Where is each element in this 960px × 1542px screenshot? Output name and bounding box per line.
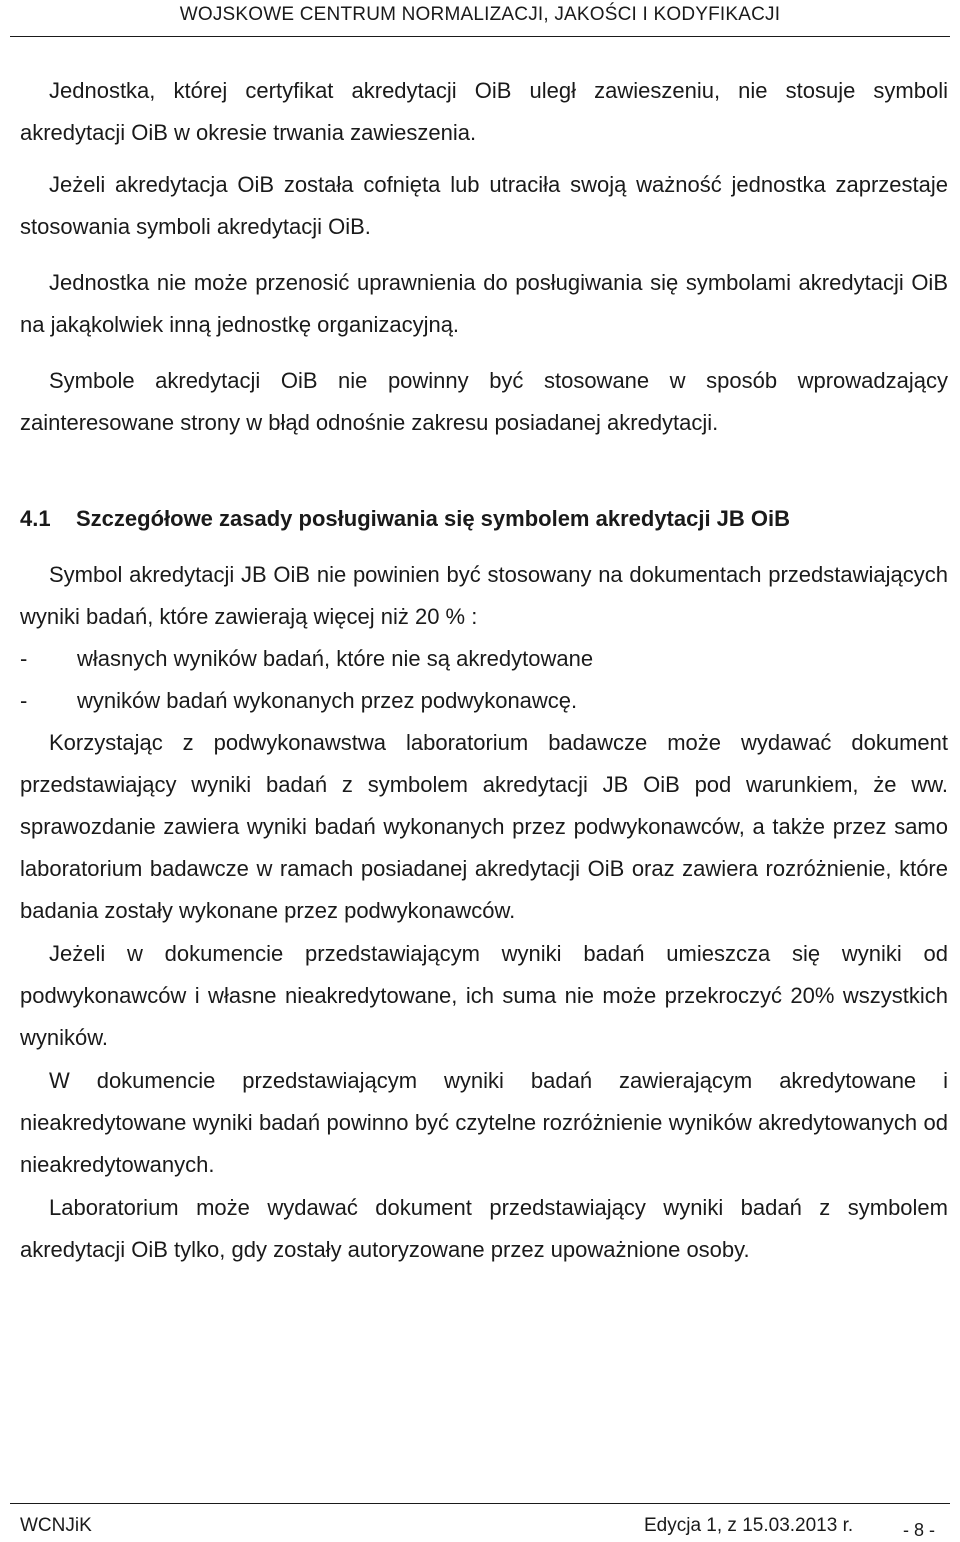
paragraph-suspension: Jednostka, której certyfikat akredytacji OiB uległ zawieszeniu, nie stosuje symboli akredytacji OiB w okresie trwania zawieszenia. [20,78,948,145]
bullet-text: wyników badań wykonanych przez podwykonawcę. [77,688,578,713]
bullet-text: własnych wyników badań, które nie są akredytowane [77,646,594,671]
list-item [20,680,948,722]
section-heading [20,498,948,540]
bullet-marker: - [20,688,28,713]
paragraph-symbol-rule: Symbol akredytacji JB OiB nie powinien być stosowany na dokumentach przedstawiających wyniki badań, które zawierają więcej niż 20 % : [20,562,948,629]
section-title: Szczegółowe zasady posługiwania się symbolem akredytacji JB OiB [76,506,791,531]
paragraph-transfer: Jednostka nie może przenosić uprawnienia do posługiwania się symbolami akredytacji OiB na jakąkolwiek inną jednostkę organizacyjną. [20,270,948,337]
paragraph-withdrawal: Jeżeli akredytacja OiB została cofnięta lub utraciła swoją ważność jednostka zaprzestaje stosowania symboli akredytacji OiB. [20,172,948,239]
bullet-marker: - [20,646,28,671]
page-number: - 8 - [903,1520,936,1540]
paragraph-subcontracting: Korzystając z podwykonawstwa laboratorium badawcze może wydawać dokument przedstawiający wyniki badań z symbolem akredytacji JB OiB pod warunkiem, że ww. sprawozdanie zawiera wyniki badań wykonanych przez podwykonawców, a także przez samo laboratorium badawcze w ramach posiadanej akredytacji OiB oraz zawiera rozróżnienie, które badania zostały wykonane przez podwykonawców. [20,730,948,923]
paragraph-authorization: Laboratorium może wydawać dokument przedstawiający wyniki badań z symbolem akredytacji OiB tylko, gdy zostały autoryzowane przez upoważnione osoby. [20,1195,948,1262]
paragraph-misleading: Symbole akredytacji OiB nie powinny być stosowane w sposób wprowadzający zainteresowane strony w błąd odnośnie zakresu posiadanej akredytacji. [20,368,948,435]
page-header: WOJSKOWE CENTRUM NORMALIZACJI, JAKOŚCI I KODYFIKACJI [179,4,781,25]
section-number: 4.1 [20,506,51,531]
document-body [20,70,948,1271]
footer-divider [10,1503,950,1504]
footer-organization: WCNJiK [20,1515,92,1536]
paragraph-distinction: W dokumencie przedstawiającym wyniki badań zawierającym akredytowane i nieakredytowane wyniki badań powinno być czytelne rozróżnienie wyników akredytowanych od nieakredytowanych. [20,1068,948,1177]
list-item [20,638,948,680]
paragraph-sum-limit: Jeżeli w dokumencie przedstawiającym wyniki badań umieszcza się wyniki od podwykonawców i własne nieakredytowane, ich suma nie może przekroczyć 20% wszystkich wyników. [20,941,948,1050]
footer-edition: Edycja 1, z 15.03.2013 r. [644,1515,854,1536]
header-divider [10,36,950,37]
